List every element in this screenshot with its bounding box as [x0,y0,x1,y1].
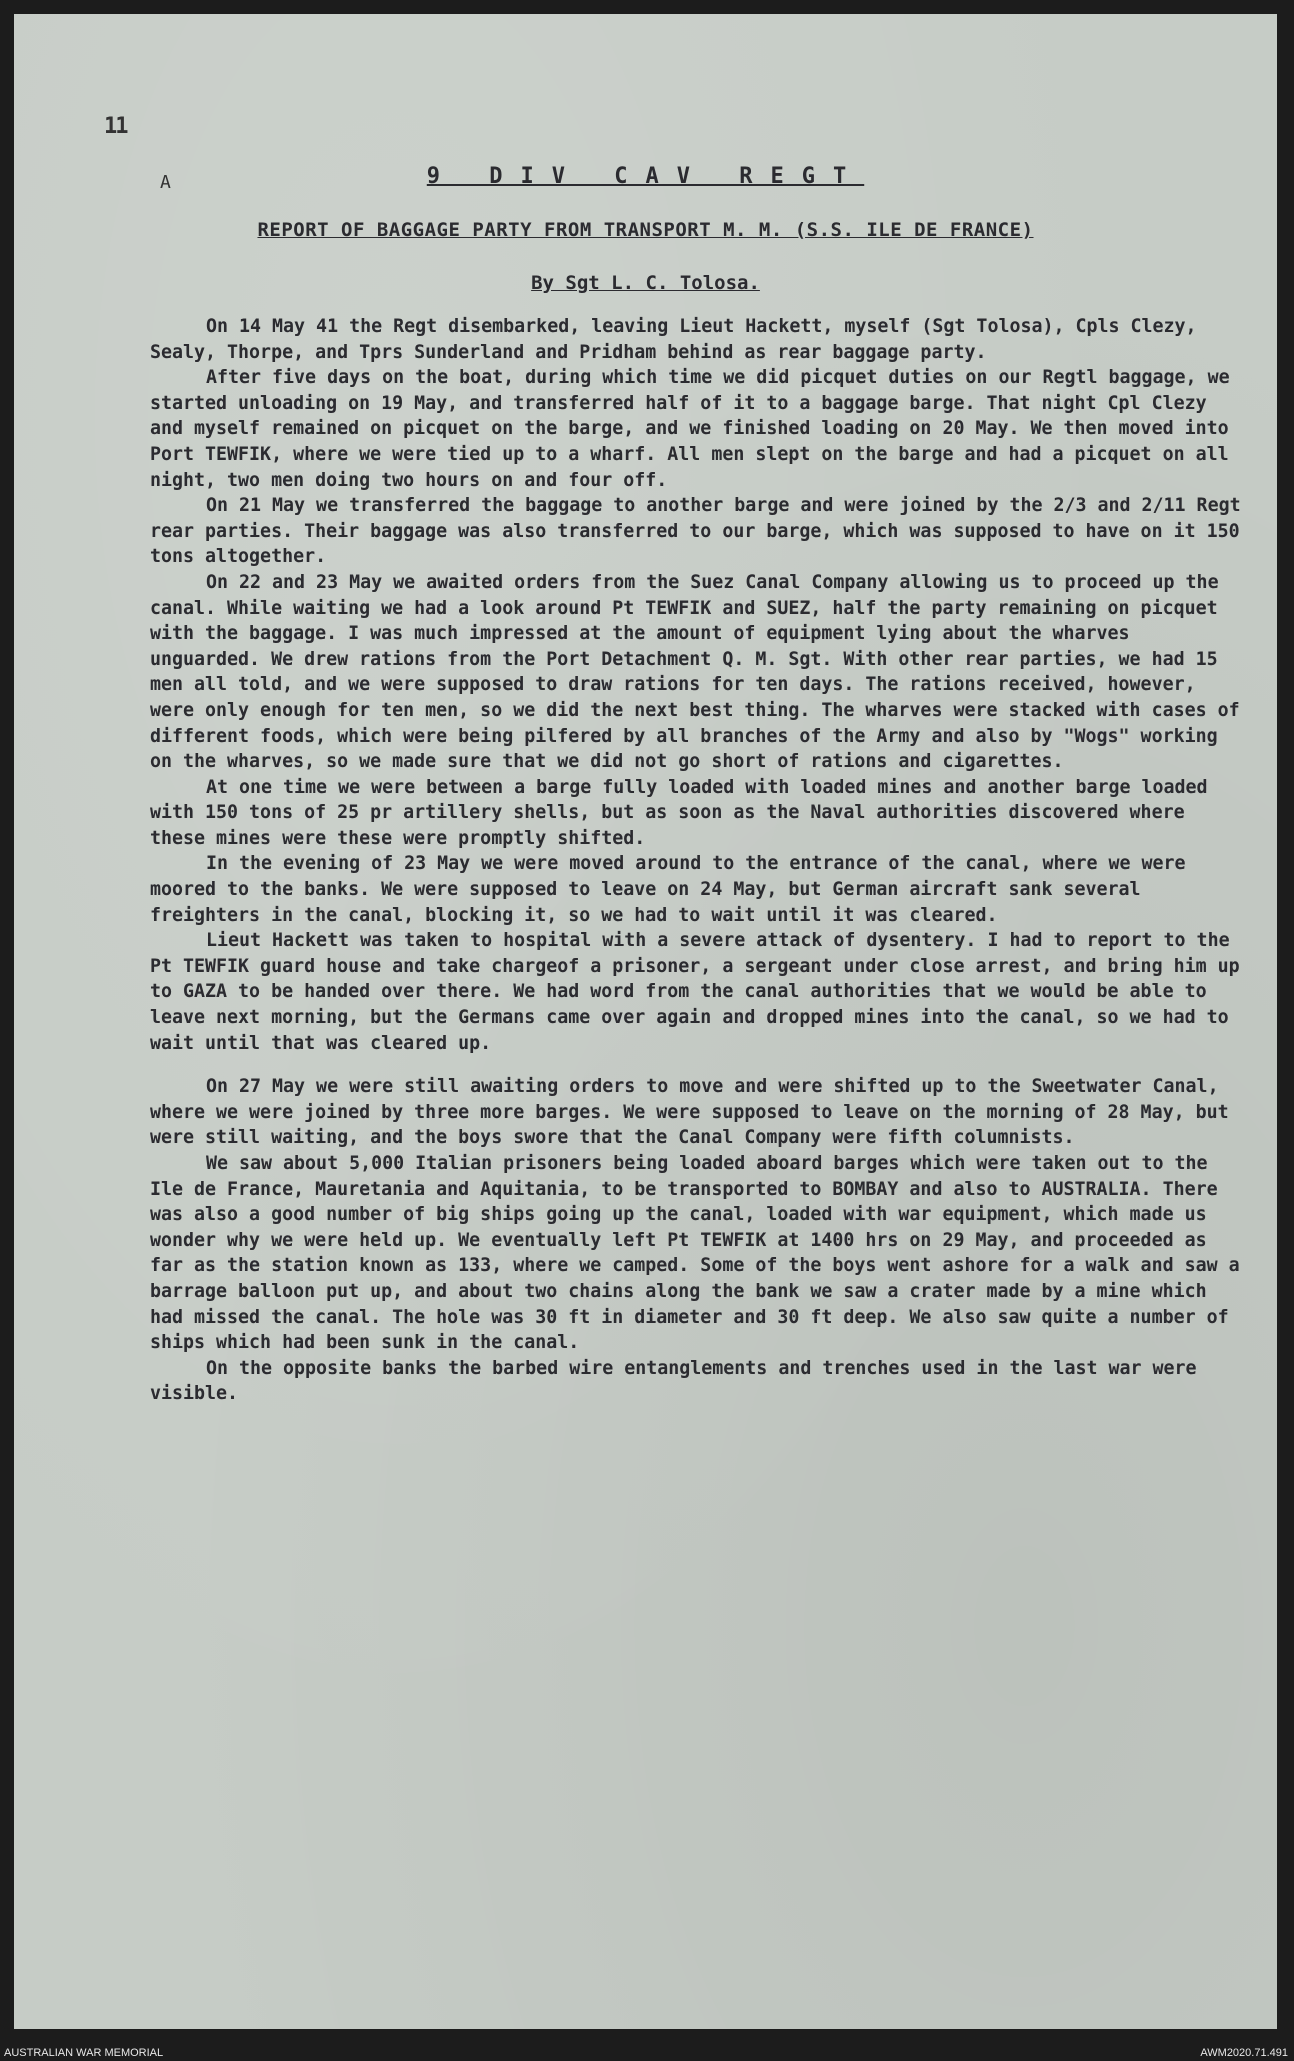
paragraph-4: On 22 and 23 May we awaited orders from the Suez Canal Company allowing us to proceed up the canal. While waiting we had a look around Pt TEWFIK and SUEZ, half the party remaining on picquet with the baggage. I was much impressed at the amount of equipment lying about the wharves unguarded. We drew rations from the Port Detachment Q. M. Sgt. With other rear parties, we had 15 men all told, and we were supposed to draw rations for ten days. The rations received, however, were only enough for ten men, so we did the next best thing. The wharves were stacked with cases of different foods, which were being pilfered by all branches of the Army and also by "Wogs" working on the wharves, so we made sure that we did not go short of rations and cigarettes. [150,571,1240,773]
document-title: 9 DIV CAV REGT [426,164,865,189]
document-byline: By Sgt L. C. Tolosa. [531,272,760,294]
footer-institution: AUSTRALIAN WAR MEMORIAL [4,2047,164,2059]
document-subtitle: REPORT OF BAGGAGE PARTY FROM TRANSPORT M. M. (S.S. ILE DE FRANCE) [257,219,1034,241]
paragraph-1: On 14 May 41 the Regt disembarked, leaving Lieut Hackett, myself (Sgt Tolosa), Cpls Clezy, Sealy, Thorpe, and Tprs Sunderland and Pridham behind as rear baggage party. [150,316,1197,363]
archive-footer [0,2047,1294,2061]
corner-mark: A [160,172,171,193]
footer-accession-number: AWM2020.71.491 [1200,2047,1288,2059]
paragraph-7: Lieut Hackett was taken to hospital with a severe attack of dysentery. I had to report to the Pt TEWFIK guard house and take chargeof a prisoner, a sergeant under close arrest, and bring him up to GAZA to be handed over there. We had word from the canal authorities that we would be able to leave next morning, but the Germans came over again and dropped mines into the canal, so we had to wait until that was cleared up. [150,930,1240,1054]
paragraph-5: At one time we were between a barge fully loaded with loaded mines and another barge loaded with 150 tons of 25 pr artillery shells, but as soon as the Naval authorities discovered where these mines were these were promptly shifted. [150,776,1208,849]
paragraph-2: After five days on the boat, during which time we did picquet duties on our Regtl baggage, we started unloading on 19 May, and transferred half of it to a baggage barge. That night Cpl Clezy and myself remained on picquet on the barge, and we finished loading on 20 May. We then moved into Port TEWFIK, where we were tied up to a wharf. All men slept on the barge and had a picquet on all night, two men doing two hours on and four off. [150,367,1230,491]
paragraph-3: On 21 May we transferred the baggage to another barge and were joined by the 2/3 and 2/11 Regt rear parties. Their baggage was also transferred to our barge, which was supposed to have on it 150 tons altogether. [150,495,1241,568]
paragraph-10: On the opposite banks the barbed wire entanglements and trenches used in the last war were visible. [150,1357,1197,1405]
paragraph-9: We saw about 5,000 Italian prisoners being loaded aboard barges which were taken out to the Ile de France, Mauretania and Aquitania, to be transported to BOMBAY and also to AUSTRALIA. There was also a good number of big ships going up the canal, loaded with war equipment, which made us wonder why we were held up. We eventually left Pt TEWFIK at 1400 hrs on 29 May, and proceeded as far as the station known as 133, where we camped. Some of the boys went ashore for a walk and saw a barrage balloon put up, and about two chains along the bank we saw a crater made by a mine which had missed the canal. The hole was 30 ft in diameter and 30 ft deep. We also saw quite a number of ships which had been sunk in the canal. [150,1153,1240,1354]
margin-marks: 11 [104,114,127,139]
paragraph-8: On 27 May we were still awaiting orders to move and were shifted up to the Sweetwater Canal, where we were joined by three more barges. We were supposed to leave on the morning of 28 May, but were still waiting, and the boys swore that the Canal Company were fifth columnists. [150,1076,1229,1149]
report-body [150,314,1250,1407]
document-page [14,14,1277,2029]
paragraph-6: In the evening of 23 May we were moved around to the entrance of the canal, where we were moored to the banks. We were supposed to leave on 24 May, but German aircraft sank several freighters in the canal, blocking it, so we had to wait until it was cleared. [150,853,1186,926]
